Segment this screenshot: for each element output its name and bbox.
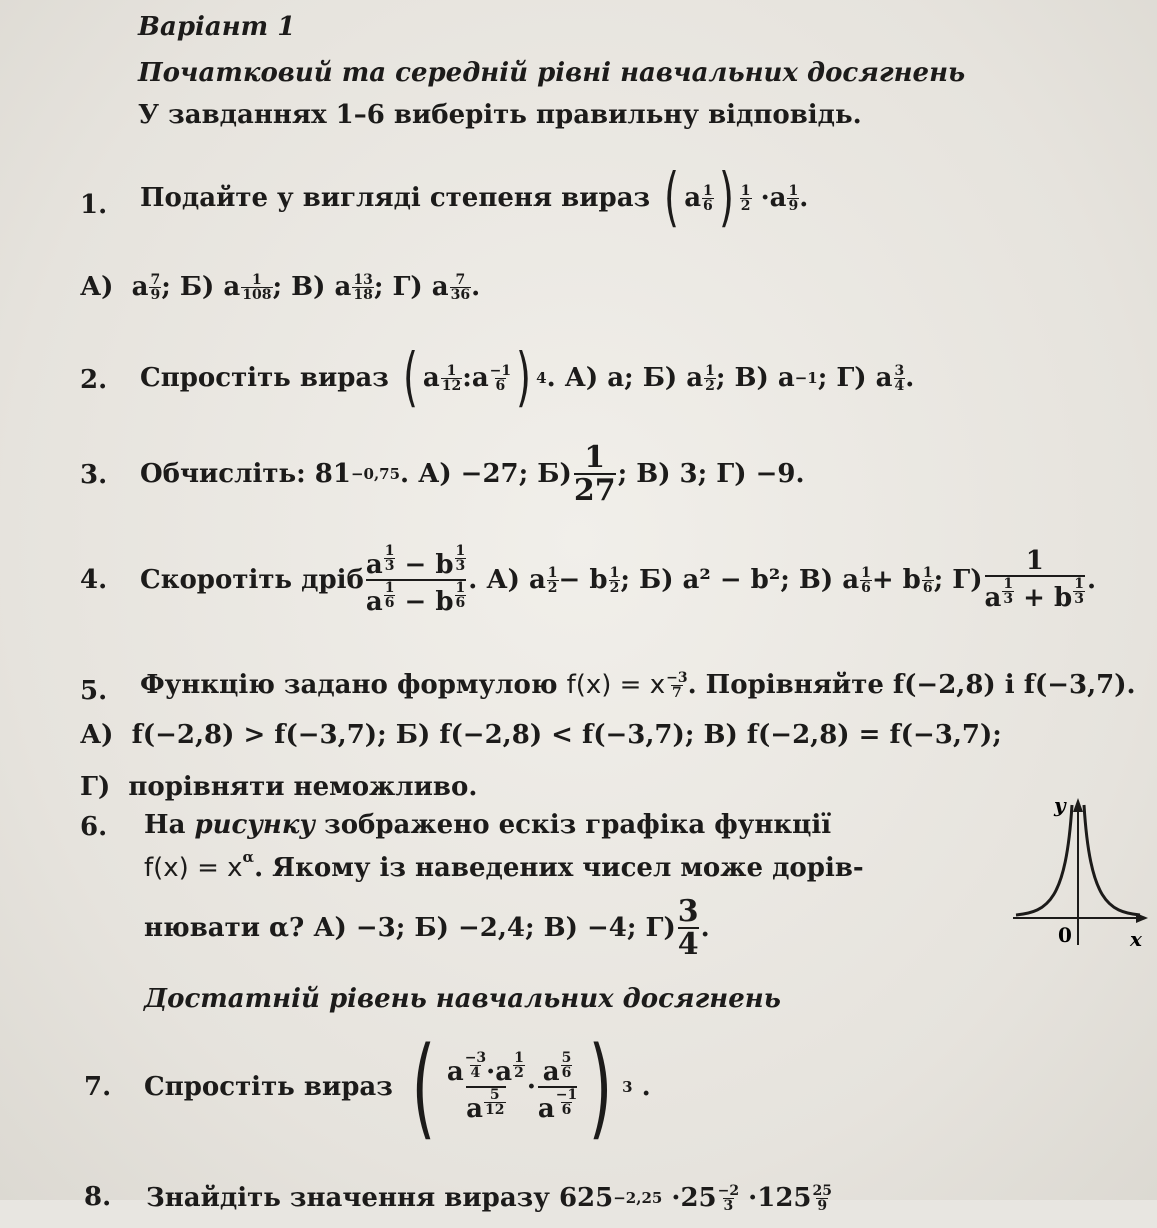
q2-number: 2. (80, 365, 108, 395)
q7-number: 7. (84, 1072, 112, 1102)
q1-text: Подайте у вигляді степеня вираз (140, 183, 651, 213)
q1-number: 1. (80, 190, 108, 220)
q4-number: 4. (80, 565, 108, 595)
graph-origin: 0 (1058, 923, 1072, 947)
q1-answers: А) a 7 9 ; Б) a 1 108 ; В) a 13 18 ; Г) a 7 36 . (80, 271, 481, 303)
q2-text: Спростіть вираз (140, 363, 389, 393)
power-function-graph (1008, 790, 1153, 960)
graph-curve-left (1016, 805, 1072, 915)
q6-line2: $f(x) = x^\alpha$. Якому із наведених чисел може дорів- (144, 848, 864, 883)
q3-line: Обчисліть: 81 −0,75 . А) −27; Б) 1 27 ; В) 3; Г) −9. (140, 439, 805, 508)
level1-heading: Початковий та середній рівні навчальних досягнень (138, 58, 966, 88)
q4-line: Скоротіть дріб a $\frac{1}{3}$ − b $\frac{1}{3}$ a $\frac{1}{6}$ − b $\frac{1}{6}$ . А) a 1 2 − b 1 2 ; Б) a² − b²; В) a 1 6 + b 1 6 ; Г) 1 a $\frac{1}{3}$ + b $\frac{1}{3}$ . (140, 542, 1097, 617)
q5-options: А) f(−2,8) > f(−3,7); Б) f(−2,8) < f(−3,7); В) f(−2,8) = f(−3,7); (80, 720, 1002, 750)
q1-line: Подайте у вигляді степеня вираз ( a 1 6 ) 1 2 ·a 1 9 . (140, 161, 809, 235)
instruction: У завданнях 1–6 виберіть правильну відповідь. (138, 100, 862, 130)
graph-curve-right (1084, 805, 1140, 915)
level2-heading: Достатній рівень навчальних досягнень (144, 984, 781, 1014)
q5-number: 5. (80, 676, 108, 706)
q3-number: 3. (80, 460, 108, 490)
q5-option-d: Г) порівняти неможливо. (80, 772, 478, 802)
q5-line: Функцію задано формулою f(x) = x −3 7 . Порівняйте f(−2,8) і f(−3,7). (140, 669, 1136, 701)
q8-line: Знайдіть значення виразу 625 −2,25 ·25 −2 3 ·125 25 9 (146, 1182, 832, 1214)
q2-line: Спростіть вираз ( a 1 12 :a −1 6 ) 4 . А) a; Б) a 1 2 ; В) a −1 ; Г) a 3 4 . (140, 341, 915, 415)
q7-line: Спростіть вираз ( a $\frac{-3}{4}$ ·a $\frac{1}{2}$ a $\frac{5}{12}$ · a $\frac{5}{6}$ a $\frac{-1}{6}$ ) 3 . (144, 1023, 651, 1151)
graph-x-label: x (1130, 927, 1142, 951)
variant-title: Варіант 1 (138, 12, 296, 42)
q6-line1: На рисунку зображено ескіз графіка функції (144, 810, 832, 840)
q6-line3: нювати α? А) −3; Б) −2,4; В) −4; Г) 3 4 . (144, 893, 710, 962)
graph-y-label: y (1054, 793, 1066, 817)
q8-number: 8. (84, 1182, 112, 1212)
q6-number: 6. (80, 812, 108, 842)
